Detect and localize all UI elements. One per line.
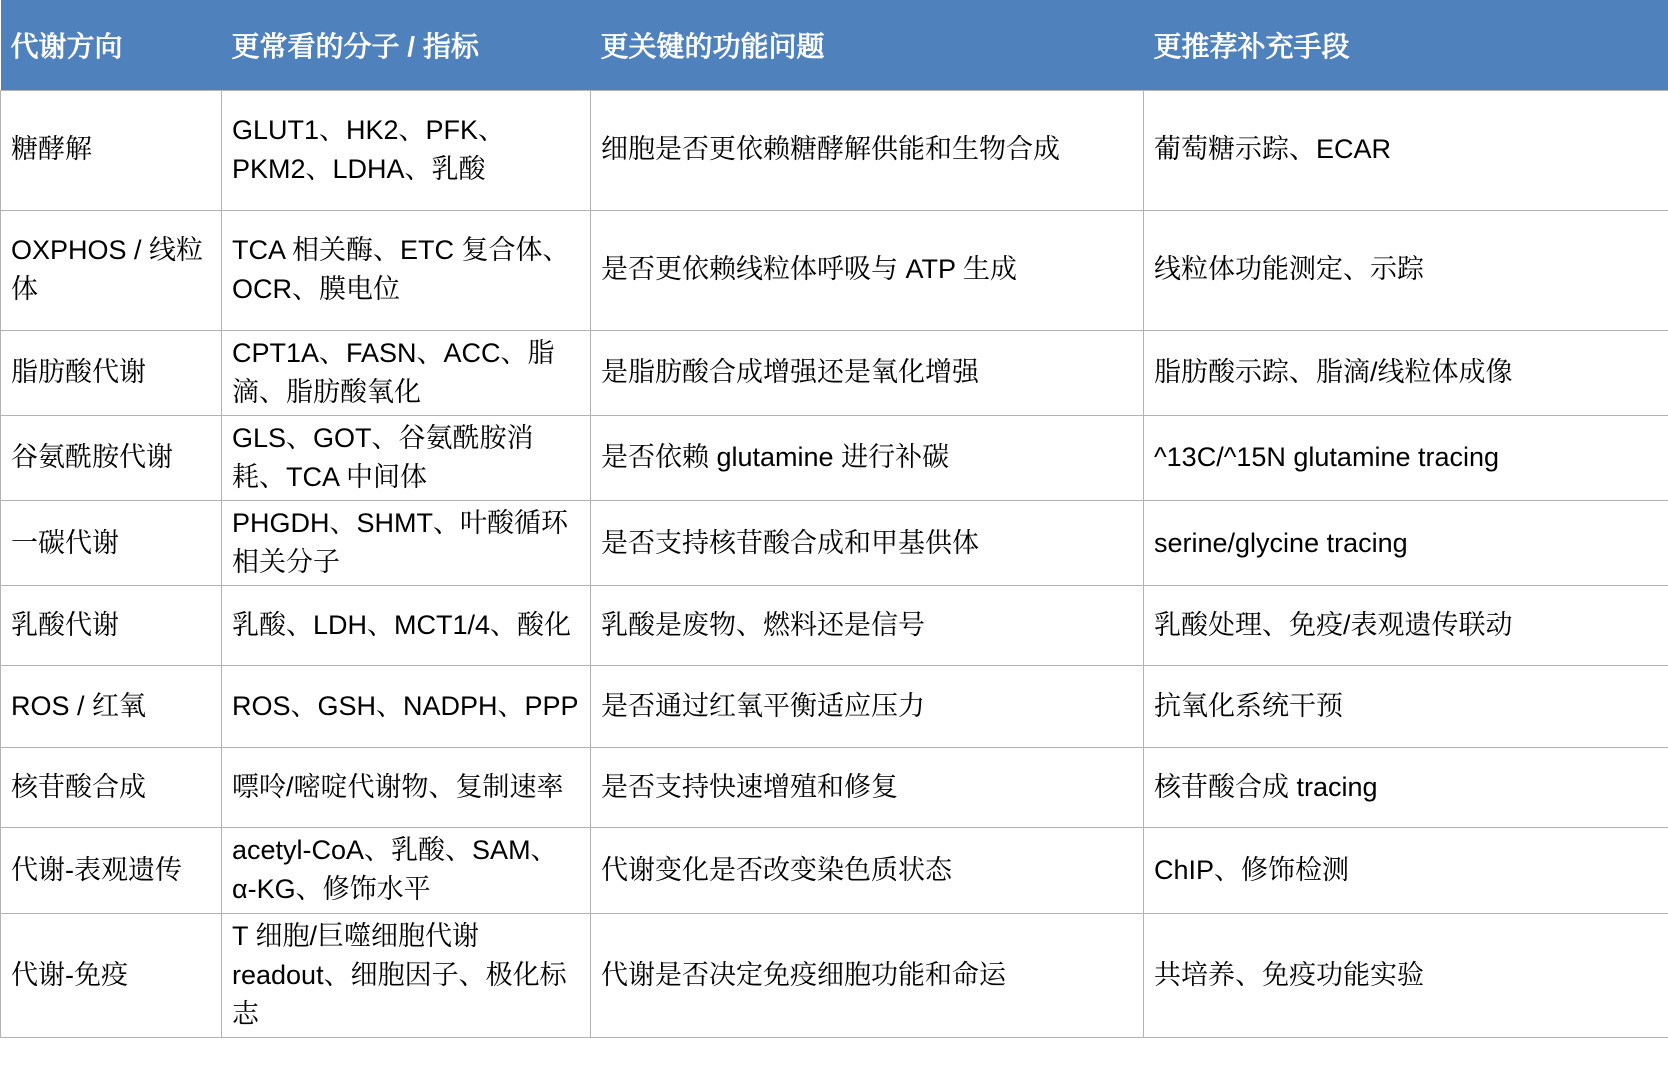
cell-molecules: ROS、GSH、NADPH、PPP xyxy=(222,666,591,748)
header-methods: 更推荐补充手段 xyxy=(1144,0,1668,90)
cell-question: 是否更依赖线粒体呼吸与 ATP 生成 xyxy=(591,210,1144,330)
cell-methods: 共培养、免疫功能实验 xyxy=(1144,913,1668,1037)
table-row xyxy=(1,913,1668,1037)
cell-question: 是否通过红氧平衡适应压力 xyxy=(591,666,1144,748)
cell-molecules: TCA 相关酶、ETC 复合体、OCR、膜电位 xyxy=(222,210,591,330)
cell-question: 是否支持快速增殖和修复 xyxy=(591,748,1144,828)
cell-direction: 代谢-表观遗传 xyxy=(1,828,222,913)
cell-methods: 葡萄糖示踪、ECAR xyxy=(1144,90,1668,210)
cell-direction: 核苷酸合成 xyxy=(1,748,222,828)
cell-molecules: T 细胞/巨噬细胞代谢 readout、细胞因子、极化标志 xyxy=(222,913,591,1037)
cell-methods: ^13C/^15N glutamine tracing xyxy=(1144,415,1668,500)
cell-methods: 乳酸处理、免疫/表观遗传联动 xyxy=(1144,586,1668,666)
cell-direction: 代谢-免疫 xyxy=(1,913,222,1037)
cell-question: 是脂肪酸合成增强还是氧化增强 xyxy=(591,330,1144,415)
cell-molecules: PHGDH、SHMT、叶酸循环相关分子 xyxy=(222,501,591,586)
table-row xyxy=(1,90,1668,210)
cell-direction: 一碳代谢 xyxy=(1,501,222,586)
cell-molecules: CPT1A、FASN、ACC、脂滴、脂肪酸氧化 xyxy=(222,330,591,415)
cell-direction: OXPHOS / 线粒体 xyxy=(1,210,222,330)
header-direction: 代谢方向 xyxy=(1,0,222,90)
cell-question: 代谢是否决定免疫细胞功能和命运 xyxy=(591,913,1144,1037)
cell-methods: serine/glycine tracing xyxy=(1144,501,1668,586)
cell-molecules: 嘌呤/嘧啶代谢物、复制速率 xyxy=(222,748,591,828)
cell-direction: 谷氨酰胺代谢 xyxy=(1,415,222,500)
header-row xyxy=(1,0,1668,90)
table-row xyxy=(1,210,1668,330)
table-row xyxy=(1,828,1668,913)
header-molecules: 更常看的分子 / 指标 xyxy=(222,0,591,90)
table-row xyxy=(1,330,1668,415)
cell-question: 乳酸是废物、燃料还是信号 xyxy=(591,586,1144,666)
table-row xyxy=(1,501,1668,586)
table-header xyxy=(1,0,1668,90)
table-row xyxy=(1,586,1668,666)
cell-molecules: GLUT1、HK2、PFK、PKM2、LDHA、乳酸 xyxy=(222,90,591,210)
table-row xyxy=(1,415,1668,500)
cell-question: 是否依赖 glutamine 进行补碳 xyxy=(591,415,1144,500)
cell-methods: 脂肪酸示踪、脂滴/线粒体成像 xyxy=(1144,330,1668,415)
cell-direction: ROS / 红氧 xyxy=(1,666,222,748)
cell-direction: 乳酸代谢 xyxy=(1,586,222,666)
table-row xyxy=(1,666,1668,748)
cell-question: 代谢变化是否改变染色质状态 xyxy=(591,828,1144,913)
table-row xyxy=(1,748,1668,828)
table-body xyxy=(1,90,1668,1038)
cell-direction: 脂肪酸代谢 xyxy=(1,330,222,415)
cell-question: 细胞是否更依赖糖酵解供能和生物合成 xyxy=(591,90,1144,210)
cell-methods: ChIP、修饰检测 xyxy=(1144,828,1668,913)
cell-direction: 糖酵解 xyxy=(1,90,222,210)
cell-molecules: acetyl-CoA、乳酸、SAM、α-KG、修饰水平 xyxy=(222,828,591,913)
cell-methods: 线粒体功能测定、示踪 xyxy=(1144,210,1668,330)
header-question: 更关键的功能问题 xyxy=(591,0,1144,90)
cell-methods: 抗氧化系统干预 xyxy=(1144,666,1668,748)
cell-molecules: GLS、GOT、谷氨酰胺消耗、TCA 中间体 xyxy=(222,415,591,500)
cell-question: 是否支持核苷酸合成和甲基供体 xyxy=(591,501,1144,586)
cell-methods: 核苷酸合成 tracing xyxy=(1144,748,1668,828)
cell-molecules: 乳酸、LDH、MCT1/4、酸化 xyxy=(222,586,591,666)
